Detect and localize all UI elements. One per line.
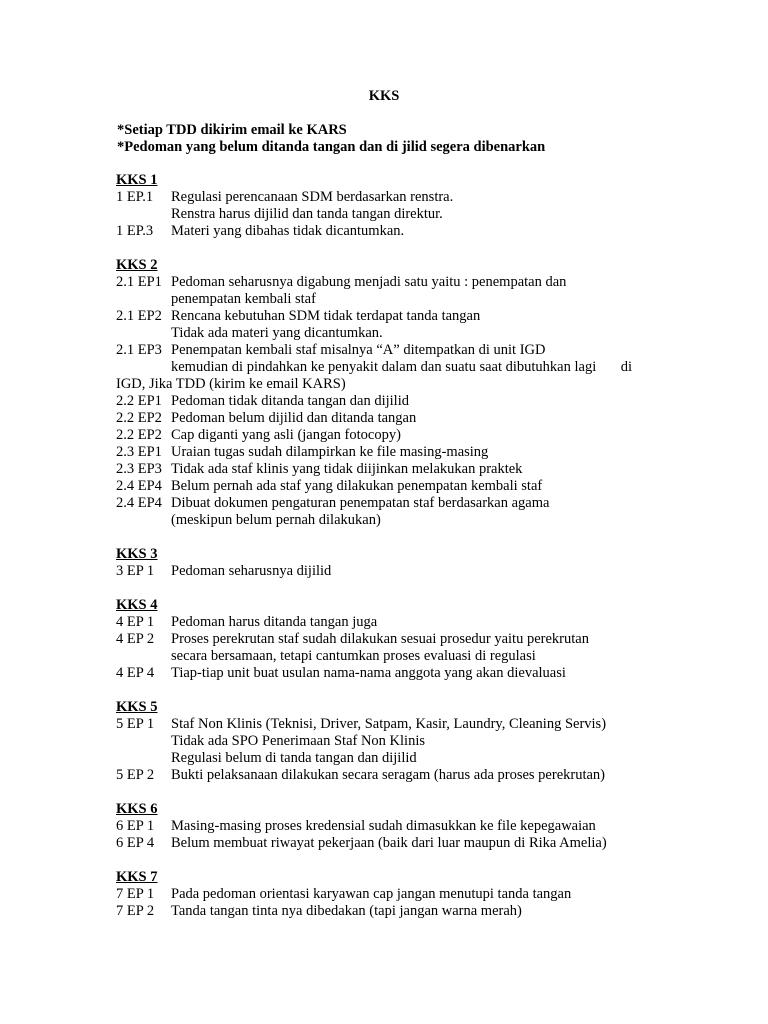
ep-row bbox=[116, 461, 676, 478]
ep-text-line: secara bersamaan, tetapi cantumkan proses evaluasi di regulasi bbox=[171, 648, 536, 664]
ep-text-line: Bukti pelaksanaan dilakukan secara seragam (harus ada proses perekrutan) bbox=[171, 767, 606, 783]
justify-gap bbox=[596, 359, 620, 376]
ep-text-line: penempatan kembali staf bbox=[171, 291, 316, 307]
ep-text-line: Pada pedoman orientasi karyawan cap jangan menutupi tanda tangan bbox=[171, 886, 572, 902]
note-line: *Pedoman yang belum ditanda tangan dan di jilid segera dibenarkan bbox=[117, 139, 546, 155]
ep-texts bbox=[171, 563, 676, 580]
ep-code: 4 EP 4 bbox=[116, 665, 155, 681]
ep-row bbox=[116, 274, 676, 308]
ep-row bbox=[116, 189, 676, 223]
ep-text-line: Pedoman belum dijilid dan ditanda tangan bbox=[171, 410, 417, 426]
ep-texts bbox=[171, 818, 676, 835]
ep-code: 2.2 EP1 bbox=[116, 393, 162, 409]
ep-flow-tail: di bbox=[620, 359, 632, 375]
kks-section bbox=[116, 597, 676, 682]
ep-text-line: Belum membuat riwayat pekerjaan (baik dari luar maupun di Rika Amelia) bbox=[171, 835, 607, 851]
section-heading: KKS 1 bbox=[116, 172, 158, 188]
ep-texts bbox=[171, 189, 676, 223]
kks-section bbox=[116, 801, 676, 852]
page-title: KKS bbox=[368, 88, 400, 104]
ep-row bbox=[116, 818, 676, 835]
ep-code: 2.1 EP2 bbox=[116, 308, 162, 324]
ep-row bbox=[116, 478, 676, 495]
ep-row bbox=[116, 631, 676, 665]
ep-code: 3 EP 1 bbox=[116, 563, 155, 579]
ep-text-line: Regulasi belum di tanda tangan dan dijilid bbox=[171, 750, 417, 766]
ep-code: 2.1 EP1 bbox=[116, 274, 162, 290]
ep-text-line: (meskipun belum pernah dilakukan) bbox=[171, 512, 381, 528]
ep-texts bbox=[171, 427, 676, 444]
ep-row bbox=[116, 563, 676, 580]
ep-text-line: Belum pernah ada staf yang dilakukan penempatan kembali staf bbox=[171, 478, 543, 494]
ep-texts bbox=[171, 716, 676, 767]
ep-row bbox=[116, 665, 676, 682]
ep-texts bbox=[171, 393, 676, 410]
ep-row bbox=[116, 308, 676, 342]
sections-list bbox=[116, 172, 676, 937]
ep-row bbox=[116, 903, 676, 920]
ep-text-line: Tanda tangan tinta nya dibedakan (tapi jangan warna merah) bbox=[171, 903, 522, 919]
ep-texts bbox=[171, 444, 676, 461]
note-line: *Setiap TDD dikirim email ke KARS bbox=[117, 122, 347, 138]
ep-texts bbox=[171, 461, 676, 478]
ep-text-line: Cap diganti yang asli (jangan fotocopy) bbox=[171, 427, 401, 443]
ep-text-line: Staf Non Klinis (Teknisi, Driver, Satpam, Kasir, Laundry, Cleaning Servis) bbox=[171, 716, 607, 732]
ep-row bbox=[116, 495, 676, 529]
ep-text-line: Proses perekrutan staf sudah dilakukan sesuai prosedur yaitu perekrutan bbox=[171, 631, 589, 647]
ep-code: 2.3 EP3 bbox=[116, 461, 162, 477]
kks-section bbox=[116, 699, 676, 784]
ep-code: 7 EP 2 bbox=[116, 903, 155, 919]
ep-row bbox=[116, 716, 676, 767]
ep-code: 4 EP 1 bbox=[116, 614, 155, 630]
ep-text-line: Tidak ada staf klinis yang tidak diijinkan melakukan praktek bbox=[171, 461, 523, 477]
ep-text-line: Pedoman tidak ditanda tangan dan dijilid bbox=[171, 393, 409, 409]
ep-code: 2.4 EP4 bbox=[116, 478, 162, 494]
ep-row bbox=[116, 223, 676, 240]
ep-text-line: Tidak ada SPO Penerimaan Staf Non Klinis bbox=[171, 733, 426, 749]
ep-code: 2.2 EP2 bbox=[116, 427, 162, 443]
ep-code: 5 EP 1 bbox=[116, 716, 155, 732]
ep-text-line: Tidak ada materi yang dicantumkan. bbox=[171, 325, 383, 341]
ep-text-line: Penempatan kembali staf misalnya “A” ditempatkan di unit IGD bbox=[171, 342, 546, 358]
ep-code: 2.2 EP2 bbox=[116, 410, 162, 426]
ep-text-line: Pedoman seharusnya digabung menjadi satu yaitu : penempatan dan bbox=[171, 274, 567, 290]
kks-section bbox=[116, 172, 676, 240]
ep-texts bbox=[171, 886, 676, 903]
ep-texts bbox=[171, 410, 676, 427]
section-heading: KKS 6 bbox=[116, 801, 158, 817]
ep-text-line: Uraian tugas sudah dilampirkan ke file masing-masing bbox=[171, 444, 489, 460]
ep-text-line: Rencana kebutuhan SDM tidak terdapat tanda tangan bbox=[171, 308, 481, 324]
ep-row bbox=[116, 393, 676, 410]
ep-texts bbox=[171, 631, 676, 665]
ep-code: 1 EP.1 bbox=[116, 189, 154, 205]
ep-text-line: Regulasi perencanaan SDM berdasarkan renstra. bbox=[171, 189, 454, 205]
section-heading: KKS 3 bbox=[116, 546, 158, 562]
ep-code: 2.1 EP3 bbox=[116, 342, 162, 358]
ep-text-line: Pedoman seharusnya dijilid bbox=[171, 563, 332, 579]
ep-text-line: Materi yang dibahas tidak dicantumkan. bbox=[171, 223, 405, 239]
ep-code: 6 EP 4 bbox=[116, 835, 155, 851]
ep-code: 2.4 EP4 bbox=[116, 495, 162, 511]
ep-texts bbox=[171, 223, 676, 240]
ep-texts bbox=[171, 274, 676, 308]
ep-texts bbox=[171, 614, 676, 631]
section-heading: KKS 7 bbox=[116, 869, 158, 885]
kks-section bbox=[116, 869, 676, 920]
ep-code: 5 EP 2 bbox=[116, 767, 155, 783]
ep-code: 1 EP.3 bbox=[116, 223, 154, 239]
ep-row bbox=[116, 886, 676, 903]
ep-code: 6 EP 1 bbox=[116, 818, 155, 834]
ep-flow-text: kemudian di pindahkan ke penyakit dalam dan suatu saat dibutuhkan lagi bbox=[171, 359, 597, 375]
ep-texts bbox=[171, 665, 676, 682]
ep-text-line: Renstra harus dijilid dan tanda tangan direktur. bbox=[171, 206, 443, 222]
kks-section bbox=[116, 546, 676, 580]
ep-texts bbox=[171, 478, 676, 495]
ep-hanging-line: IGD, Jika TDD (kirim ke email KARS) bbox=[116, 376, 346, 392]
section-heading: KKS 4 bbox=[116, 597, 158, 613]
ep-row bbox=[116, 444, 676, 461]
notes bbox=[117, 122, 545, 156]
ep-text-line: Pedoman harus ditanda tangan juga bbox=[171, 614, 378, 630]
ep-row bbox=[116, 342, 676, 393]
ep-row bbox=[116, 427, 676, 444]
ep-row bbox=[116, 835, 676, 852]
section-heading: KKS 5 bbox=[116, 699, 158, 715]
ep-row bbox=[116, 410, 676, 427]
ep-text-line: Masing-masing proses kredensial sudah dimasukkan ke file kepegawaian bbox=[171, 818, 596, 834]
ep-row bbox=[116, 767, 676, 784]
ep-texts bbox=[171, 903, 676, 920]
ep-row bbox=[116, 614, 676, 631]
ep-text-line: Tiap-tiap unit buat usulan nama-nama anggota yang akan dievaluasi bbox=[171, 665, 566, 681]
ep-code: 7 EP 1 bbox=[116, 886, 155, 902]
ep-text-line bbox=[171, 359, 676, 376]
ep-texts bbox=[171, 767, 676, 784]
kks-section bbox=[116, 257, 676, 529]
ep-text-line: Dibuat dokumen pengaturan penempatan staf berdasarkan agama bbox=[171, 495, 550, 511]
section-heading: KKS 2 bbox=[116, 257, 158, 273]
ep-texts bbox=[171, 495, 676, 529]
ep-code: 4 EP 2 bbox=[116, 631, 155, 647]
ep-texts bbox=[171, 835, 676, 852]
ep-code: 2.3 EP1 bbox=[116, 444, 162, 460]
ep-texts bbox=[171, 308, 676, 342]
